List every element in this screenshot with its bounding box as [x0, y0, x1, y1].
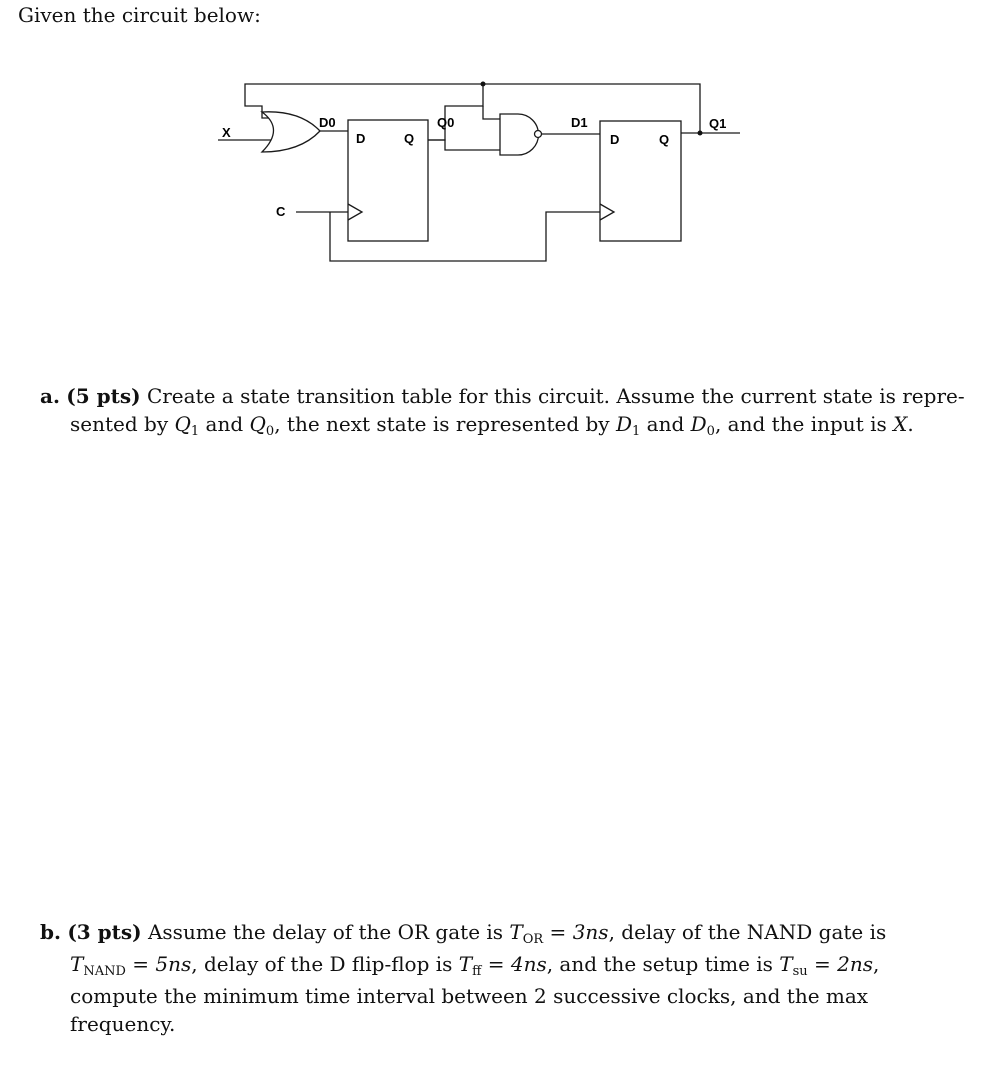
label-ff1-d: D: [610, 132, 620, 147]
question-b-points: (3 pts): [67, 920, 142, 944]
question-a: [40, 382, 970, 442]
question-b-line2: $T_{NAND} = 5ns$, delay of the D flip-flop is $T_{ff} = 4ns$, and the setup time is $T_{su} = 2ns$,: [70, 952, 880, 979]
label-q1: Q1: [709, 116, 727, 131]
question-a-line2: sented by $Q_1$ and $Q_0$, the next state is represented by $D_1$ and $D_0$, and the input is X.: [70, 412, 914, 439]
label-ff0-d: D: [356, 131, 366, 146]
junction-dot: [481, 82, 486, 87]
question-a-line1: [40, 384, 965, 408]
or-gate: [262, 112, 320, 152]
question-a-points: (5 pts): [66, 384, 141, 408]
label-d1: D1: [571, 115, 588, 130]
wire-q0-to-nand: [428, 140, 500, 150]
question-b-line3: compute the minimum time interval between 2 successive clocks, and the max frequency.: [70, 984, 869, 1036]
label-x: X: [222, 125, 231, 140]
label-ff1-q: Q: [659, 132, 670, 147]
question-a-label: a.: [40, 384, 60, 408]
question-b: [40, 918, 970, 1038]
question-b-line1: b. (3 pts) Assume the delay of the OR gate is $T_{OR} = 3ns$, delay of the NAND gate is: [40, 920, 887, 947]
label-c: C: [276, 204, 286, 219]
intro-text: Given the circuit below:: [18, 3, 261, 27]
junction-dot: [698, 131, 703, 136]
label-ff0-q: Q: [404, 131, 415, 146]
question-a-text-1: Create a state transition table for this circuit. Assume the current state is repre-: [146, 384, 965, 408]
question-b-label: b.: [40, 920, 61, 944]
wire-nand-top: [483, 106, 500, 119]
label-d0: D0: [319, 115, 336, 130]
label-q0: Q0: [437, 115, 455, 130]
circuit-diagram: [0, 0, 992, 300]
nand-bubble: [535, 131, 542, 138]
nand-gate: [500, 114, 539, 155]
